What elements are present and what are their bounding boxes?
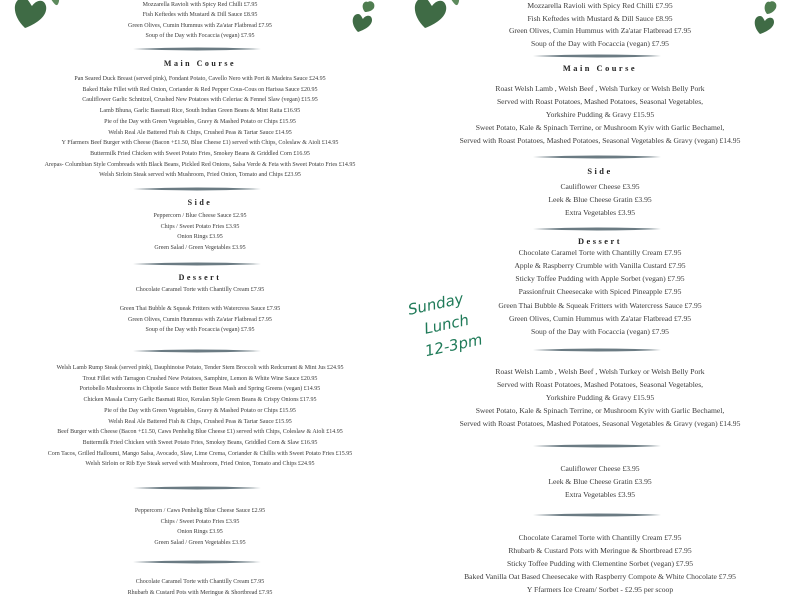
menu-item: Green Olives, Cumin Hummus with Za'atar Flatbread £7.95 (508, 26, 692, 36)
divider (133, 560, 261, 564)
menu-item: Chips / Sweet Potato Fries £3.95 (160, 223, 240, 230)
menu-item: Y Ffarmers Beef Burger with Cheese (Bacon +£1.50, Blue Cheese £1) served with Chips, Coleslaw & Aioli £14.95 (61, 140, 339, 147)
menu-item: Cauliflower Cheese £3.95 (560, 464, 640, 473)
menu-item: Corn Tacos, Grilled Halloumi, Mango Salsa, Avocado, Slaw, Lime Crema, Coriander & Chillis with Sweet Potato Fries £15.95 (47, 450, 353, 457)
menu-item: Green Salad / Green Vegetables £3.95 (154, 540, 246, 547)
menu-item: Peppercorn / Blue Cheese Sauce £2.95 (153, 213, 247, 219)
note-line: 12-3pm (423, 330, 484, 361)
menu-item: Passionfruit Cheesecake with Spiced Pineapple £7.95 (518, 287, 682, 296)
menu-item: Trout Fillet with Tarragon Crushed New Potatoes, Samphire, Lemon & White Wine Sauce £20.95 (82, 375, 318, 382)
menu-item: Leek & Blue Cheese Gratin £3.95 (548, 195, 652, 204)
menu-item: Extra Vegetables £3.95 (564, 208, 636, 217)
section-title: Main Course (562, 64, 638, 73)
menu-item: Sweet Potato, Kale & Spinach Terrine, or Mushroom Kyiv with Garlic Bechamel, (475, 406, 725, 415)
mains-list (400, 365, 800, 430)
menu-item: Sticky Toffee Pudding with Clementine Sorbet (vegan) £7.95 (506, 559, 694, 568)
divider (533, 444, 661, 448)
menu-item: Chocolate Caramel Torte with Chantilly Cream £7.95 (135, 579, 265, 585)
menu-item: Peppercorn / Caws Penhelig Blue Cheese Sauce £2.95 (134, 508, 266, 514)
menu-item: Green Salad / Green Vegetables £3.95 (154, 245, 246, 252)
divider (533, 227, 661, 231)
sides-list (400, 180, 800, 219)
menu-item: Chocolate Caramel Torte with Chantilly Cream £7.95 (135, 287, 265, 293)
menu-item: Welsh Sirloin or Rib Eye Steak served with Mushroom, Fried Onion, Tomato and Chips £24.95 (85, 461, 315, 468)
menu-item: Fish Keftedes with Mustard & Dill Sauce £8.95 (527, 13, 673, 23)
section-title: Side (187, 198, 213, 207)
menu-item: Chocolate Caramel Torte with Chantilly Cream £7.95 (518, 533, 682, 542)
menu-item: Cauliflower Cheese £3.95 (560, 182, 640, 191)
menu-item: Green Olives, Cumin Hummus with Za'atar Flatbread £7.95 (128, 316, 272, 323)
section-title: Dessert (577, 237, 622, 246)
menu-item: Pan Seared Duck Breast (served pink), Fondant Potato, Cavello Nero with Port & Madeira Sauce £24.95 (74, 76, 326, 82)
menu-item: Beef Burger with Cheese (Bacon +£1.50, Caws Penhelig Blue Cheese £1) served with Chips, Coleslaw & Aioli £14.95 (57, 429, 343, 436)
menu-item: Extra Vegetables £3.95 (564, 490, 636, 499)
divider (533, 54, 661, 58)
menu-item: Baked Vanilla Oat Based Cheesecake with Raspberry Compote & White Chocolate £7.95 (464, 572, 736, 581)
menu-item: Roast Welsh Lamb , Welsh Beef , Welsh Turkey or Welsh Belly Pork (495, 84, 705, 93)
menu-item: Green Thai Bubble & Squeak Fritters with Watercress Sauce £7.95 (119, 306, 281, 312)
menu-item: Welsh Real Ale Battered Fish & Chips, Crushed Peas & Tartar Sauce £15.95 (108, 418, 292, 425)
menu-top-right (400, 0, 800, 300)
menu-item: Green Olives, Cumin Hummus with Za'atar Flatbread £7.95 (508, 314, 692, 323)
menu-item: Mozzarella Ravioli with Spicy Red Chilli £7.95 (142, 2, 258, 8)
menu-item: Apple & Raspberry Crumble with Vanilla Custard £7.95 (514, 261, 686, 270)
menu-item: Served with Roast Potatoes, Mashed Potatoes, Seasonal Vegetables, (496, 380, 704, 389)
starters-list (400, 0, 800, 50)
menu-item: Sticky Toffee Pudding with Apple Sorbet (vegan) £7.95 (515, 274, 685, 283)
note-line: Lunch (422, 310, 471, 338)
menu-item: Served with Roast Potatoes, Mashed Potatoes, Seasonal Vegetables, (496, 97, 704, 106)
divider (133, 486, 261, 490)
menu-item: Buttermilk Fried Chicken with Sweet Potato Fries, Smokey Beans, Griddled Corn & Slaw £16.95 (82, 439, 318, 446)
menu-item: Onion Rings £3.95 (177, 234, 223, 241)
divider (133, 187, 261, 191)
menu-item: Welsh Sirloin Steak served with Mushroom, Fried Onion, Tomato and Chips £23.95 (99, 172, 301, 179)
menu-item: Y Ffarmers Ice Cream/ Sorbet - £2.95 per scoop (526, 585, 674, 594)
desserts-list (0, 285, 400, 296)
starters-list (0, 304, 400, 336)
menu-item: Fish Keftedes with Mustard & Dill Sauce £8.95 (142, 12, 258, 19)
section-title: Main Course (163, 59, 237, 68)
menu-item: Welsh Real Ale Battered Fish & Chips, Crushed Peas & Tartar Sauce £14.95 (108, 129, 292, 136)
menu-item: Leek & Blue Cheese Gratin £3.95 (548, 477, 652, 486)
section-title: Dessert (178, 273, 222, 282)
mains-list (0, 363, 400, 470)
sides-list (0, 506, 400, 549)
menu-item: Yorkshire Pudding & Gravy £15.95 (545, 110, 655, 119)
menu-item: Arepas- Columbian Style Cornbreads with Black Beans, Pickled Red Onions, Salsa Verde & Feta with Sweet Potato Fries £14.95 (44, 161, 356, 168)
menu-item: Soup of the Day with Focaccia (vegan) £7.95 (531, 38, 669, 48)
note-line: Sunday (406, 289, 465, 319)
menu-item: Green Thai Bubble & Squeak Fritters with Watercress Sauce £7.95 (498, 301, 702, 310)
menu-item: Cauliflower Garlic Schnitzel, Crushed New Potatoes with Celeriac & Fennel Slaw (vegan) £15.95 (82, 97, 318, 104)
menu-item: Chicken Masala Curry Garlic Basmati Rice, Keralan Style Green Beans & Crispy Onions £17.95 (83, 397, 317, 404)
menu-item: Baked Hake Fillet with Red Onion, Coriander & Red Pepper Cous-Cous on Harissa Sauce £20.95 (82, 86, 318, 93)
menu-item: Soup of the Day with Focaccia (vegan) £7.95 (145, 33, 255, 40)
divider (533, 348, 661, 352)
menu-bottom-left (0, 298, 400, 600)
menu-item: Soup of the Day with Focaccia (vegan) £7.95 (145, 327, 255, 334)
menu-item: Sweet Potato, Kale & Spinach Terrine, or Mushroom Kyiv with Garlic Bechamel, (475, 123, 725, 132)
menu-item: Pie of the Day with Green Vegetables, Gravy & Mashed Potato or Chips £15.95 (104, 407, 296, 414)
menu-item: Yorkshire Pudding & Gravy £15.95 (545, 393, 655, 402)
menu-item: Served with Roast Potatoes, Mashed Potatoes, Seasonal Vegetables & Gravy (vegan) £14.95 (459, 419, 741, 428)
mains-list (400, 82, 800, 147)
sides-list (400, 462, 800, 501)
menu-item: Soup of the Day with Focaccia (vegan) £7.95 (531, 327, 669, 336)
menu-item: Pie of the Day with Green Vegetables, Gravy & Mashed Potato or Chips £15.95 (104, 118, 296, 125)
menu-item: Portobello Mushrooms in Chipotle Sauce with Butter Bean Mash and Spring Greens (vegan) £14.95 (79, 386, 321, 393)
menu-item: Chocolate Caramel Torte with Chantilly Cream £7.95 (518, 248, 682, 257)
menu-item: Green Olives, Cumin Hummus with Za'atar Flatbread £7.95 (128, 22, 272, 29)
divider (133, 262, 261, 266)
menu-item: Served with Roast Potatoes, Mashed Potatoes, Seasonal Vegetables & Gravy (vegan) £14.95 (459, 136, 741, 145)
divider (133, 349, 261, 353)
menu-item: Rhubarb & Custard Pots with Meringue & Shortbread £7.95 (127, 589, 273, 596)
menu-item: Mozzarella Ravioli with Spicy Red Chilli £7.95 (527, 1, 673, 10)
sides-list (0, 211, 400, 254)
menu-item: Onion Rings £3.95 (177, 529, 223, 536)
divider (533, 155, 661, 159)
menu-item: Roast Welsh Lamb , Welsh Beef , Welsh Turkey or Welsh Belly Pork (495, 367, 705, 376)
divider (133, 47, 261, 51)
desserts-list (400, 531, 800, 596)
divider (533, 513, 661, 517)
menu-item: Lamb Bhuna, Garlic Basmati Rice, South Indian Green Beans & Mint Raita £16.95 (99, 108, 301, 115)
menu-top-left (0, 0, 400, 300)
menu-item: Welsh Lamb Rump Steak (served pink), Dauphinoise Potato, Tender Stem Broccoli with Redcurrant & Mint Jus £24.95 (56, 365, 344, 371)
mains-list (0, 74, 400, 181)
menu-item: Chips / Sweet Potato Fries £3.95 (160, 518, 240, 525)
menu-item: Rhubarb & Custard Pots with Meringue & Shortbread £7.95 (508, 546, 692, 555)
desserts-list (0, 577, 400, 598)
section-title: Side (587, 167, 613, 176)
menu-item: Buttermilk Fried Chicken with Sweet Potato Fries, Smokey Beans & Griddled Corn £16.95 (90, 150, 310, 157)
starters-list (0, 0, 400, 42)
